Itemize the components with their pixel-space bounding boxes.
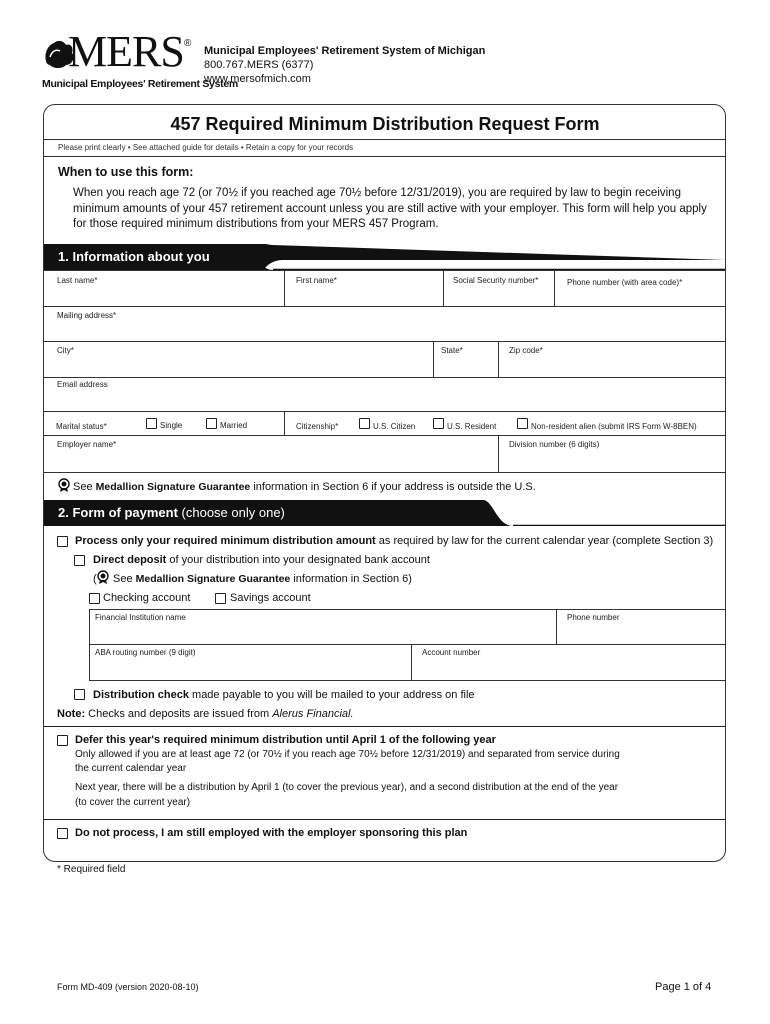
defer-rmd-label: Defer this year's required minimum distribution until April 1 of the following year <box>75 734 496 746</box>
citizenship-label: Citizenship* <box>296 422 339 431</box>
form-subtitle: Please print clearly • See attached guide for details • Retain a copy for your records <box>58 143 354 152</box>
distribution-check-label <box>93 689 475 701</box>
direct-deposit-label <box>93 554 430 566</box>
medallion-icon <box>96 570 110 584</box>
email-label: Email address <box>57 380 108 389</box>
opt1-rest: as required by law for the current calendar year (complete Section 3) <box>375 535 714 547</box>
defer-rmd-line3: Next year, there will be a distribution by April 1 (to cover the previous year), and a second distribution at the end of the year <box>75 782 619 793</box>
aba-routing-label: ABA routing number (9 digit) <box>95 648 196 657</box>
section2-note: (choose only one) <box>177 505 285 520</box>
open-paren: ( <box>93 573 97 585</box>
bank-phone-label: Phone number <box>567 613 620 622</box>
defer-rmd-line4: (to cover the current year) <box>75 797 191 808</box>
single-checkbox[interactable] <box>146 418 157 429</box>
section-header-tail <box>243 244 725 270</box>
savings-label: Savings account <box>230 592 311 604</box>
when-heading: When to use this form: <box>58 165 194 179</box>
last-name-label: Last name* <box>57 276 98 285</box>
note-italic: Alerus Financial. <box>272 708 354 720</box>
logo-subtitle: Municipal Employees' Retirement System <box>42 78 238 90</box>
row-line <box>89 609 725 610</box>
note-label: Note: <box>57 708 86 720</box>
row-line <box>44 341 725 342</box>
us-citizen-label: U.S. Citizen <box>373 422 416 431</box>
process-rmd-checkbox[interactable] <box>57 536 68 547</box>
col-line <box>498 435 499 472</box>
col-line <box>284 411 285 435</box>
row-line <box>89 680 725 681</box>
org-name: Municipal Employees' Retirement System of Michigan <box>204 45 486 57</box>
col-line <box>443 270 444 306</box>
checking-checkbox[interactable] <box>89 593 100 604</box>
row-line <box>44 435 725 436</box>
section2-title: 2. Form of payment <box>58 505 178 520</box>
us-resident-checkbox[interactable] <box>433 418 444 429</box>
check-rest: made payable to you will be mailed to your address on file <box>188 689 475 701</box>
medallion-icon <box>57 478 71 492</box>
row-line <box>44 726 725 727</box>
mailing-address-label: Mailing address* <box>57 311 117 320</box>
row-line <box>44 472 725 473</box>
section2-header <box>44 500 484 526</box>
row-line <box>44 819 725 820</box>
distribution-check-checkbox[interactable] <box>74 689 85 700</box>
nonresident-checkbox[interactable] <box>517 418 528 429</box>
opt1-bold: Process only your required minimum distribution amount <box>75 535 376 547</box>
col-line <box>433 341 434 377</box>
medallion-post: information in Section 6 if your address is outside the U.S. <box>250 481 536 493</box>
medallion-note-section1 <box>73 481 536 493</box>
note-line <box>57 708 354 720</box>
employer-name-label: Employer name* <box>57 440 117 449</box>
section1-header <box>44 244 244 270</box>
check-bold: Distribution check <box>93 689 189 701</box>
col-line <box>411 644 412 680</box>
medallion-bold: Medallion Signature Guarantee <box>135 573 291 585</box>
marital-status-label: Marital status* <box>56 422 107 431</box>
defer-rmd-checkbox[interactable] <box>57 735 68 746</box>
do-not-process-label: Do not process, I am still employed with the employer sponsoring this plan <box>75 827 468 839</box>
col-line <box>554 270 555 306</box>
direct-bold: Direct deposit <box>93 554 167 566</box>
form-title: 457 Required Minimum Distribution Request Form <box>170 114 600 134</box>
division-label: Division number (6 digits) <box>509 440 600 449</box>
medallion-bold: Medallion Signature Guarantee <box>95 481 251 493</box>
single-label: Single <box>160 421 183 430</box>
phone-label: Phone number (with area code)* <box>567 278 683 287</box>
zip-label: Zip code* <box>509 346 543 355</box>
divider <box>44 156 725 157</box>
defer-rmd-line2: the current calendar year <box>75 763 187 774</box>
savings-checkbox[interactable] <box>215 593 226 604</box>
nonresident-label: Non-resident alien (submit IRS Form W-8BEN) <box>531 422 697 431</box>
row-line <box>44 411 725 412</box>
section1-title: 1. Information about you <box>58 249 210 264</box>
row-line <box>44 270 725 271</box>
org-phone: 800.767.MERS (6377) <box>204 59 314 71</box>
registered-mark: ® <box>184 38 192 49</box>
note-text: Checks and deposits are issued from <box>85 708 273 720</box>
first-name-label: First name* <box>296 276 337 285</box>
direct-deposit-checkbox[interactable] <box>74 555 85 566</box>
process-rmd-label <box>75 535 713 547</box>
col-line <box>556 609 557 644</box>
state-label: State* <box>441 346 463 355</box>
divider <box>44 139 725 140</box>
required-field-note: * Required field <box>57 864 126 875</box>
col-line <box>284 270 285 306</box>
col-line <box>498 341 499 377</box>
checking-label: Checking account <box>103 592 191 604</box>
org-website[interactable]: www.mersofmich.com <box>204 73 311 85</box>
financial-institution-label: Financial Institution name <box>95 613 186 622</box>
direct-rest: of your distribution into your designated bank account <box>166 554 430 566</box>
when-text: When you reach age 72 (or 70½ if you reached age 70½ before 12/31/2019), you are required by law to begin receiving minimum amounts of your 457 retirement account unless you are still active with your employer. This form will help you apply for those required minimum distributions from your MERS 457 Program. <box>73 187 707 230</box>
row-line <box>89 644 725 645</box>
married-checkbox[interactable] <box>206 418 217 429</box>
medallion-note-section2 <box>113 573 412 585</box>
page-number: Page 1 of 4 <box>655 981 712 993</box>
us-citizen-checkbox[interactable] <box>359 418 370 429</box>
section-header-tail <box>483 500 725 526</box>
account-number-label: Account number <box>422 648 481 657</box>
married-label: Married <box>220 421 248 430</box>
org-contact-block <box>204 44 485 86</box>
do-not-process-checkbox[interactable] <box>57 828 68 839</box>
us-resident-label: U.S. Resident <box>447 422 497 431</box>
defer-rmd-line1: Only allowed if you are at least age 72 (or 70½ if you reach age 70½ before 12/31/2019) and separated from service during <box>75 749 620 760</box>
medallion-post: information in Section 6) <box>290 573 412 585</box>
row-line <box>44 306 725 307</box>
form-id: Form MD-409 (version 2020-08-10) <box>57 982 199 992</box>
medallion-pre: See <box>73 481 96 493</box>
city-label: City* <box>57 346 74 355</box>
row-line <box>44 377 725 378</box>
logo-wordmark: MERS <box>68 27 184 76</box>
ssn-label: Social Security number* <box>453 276 539 285</box>
medallion-pre: See <box>113 573 136 585</box>
